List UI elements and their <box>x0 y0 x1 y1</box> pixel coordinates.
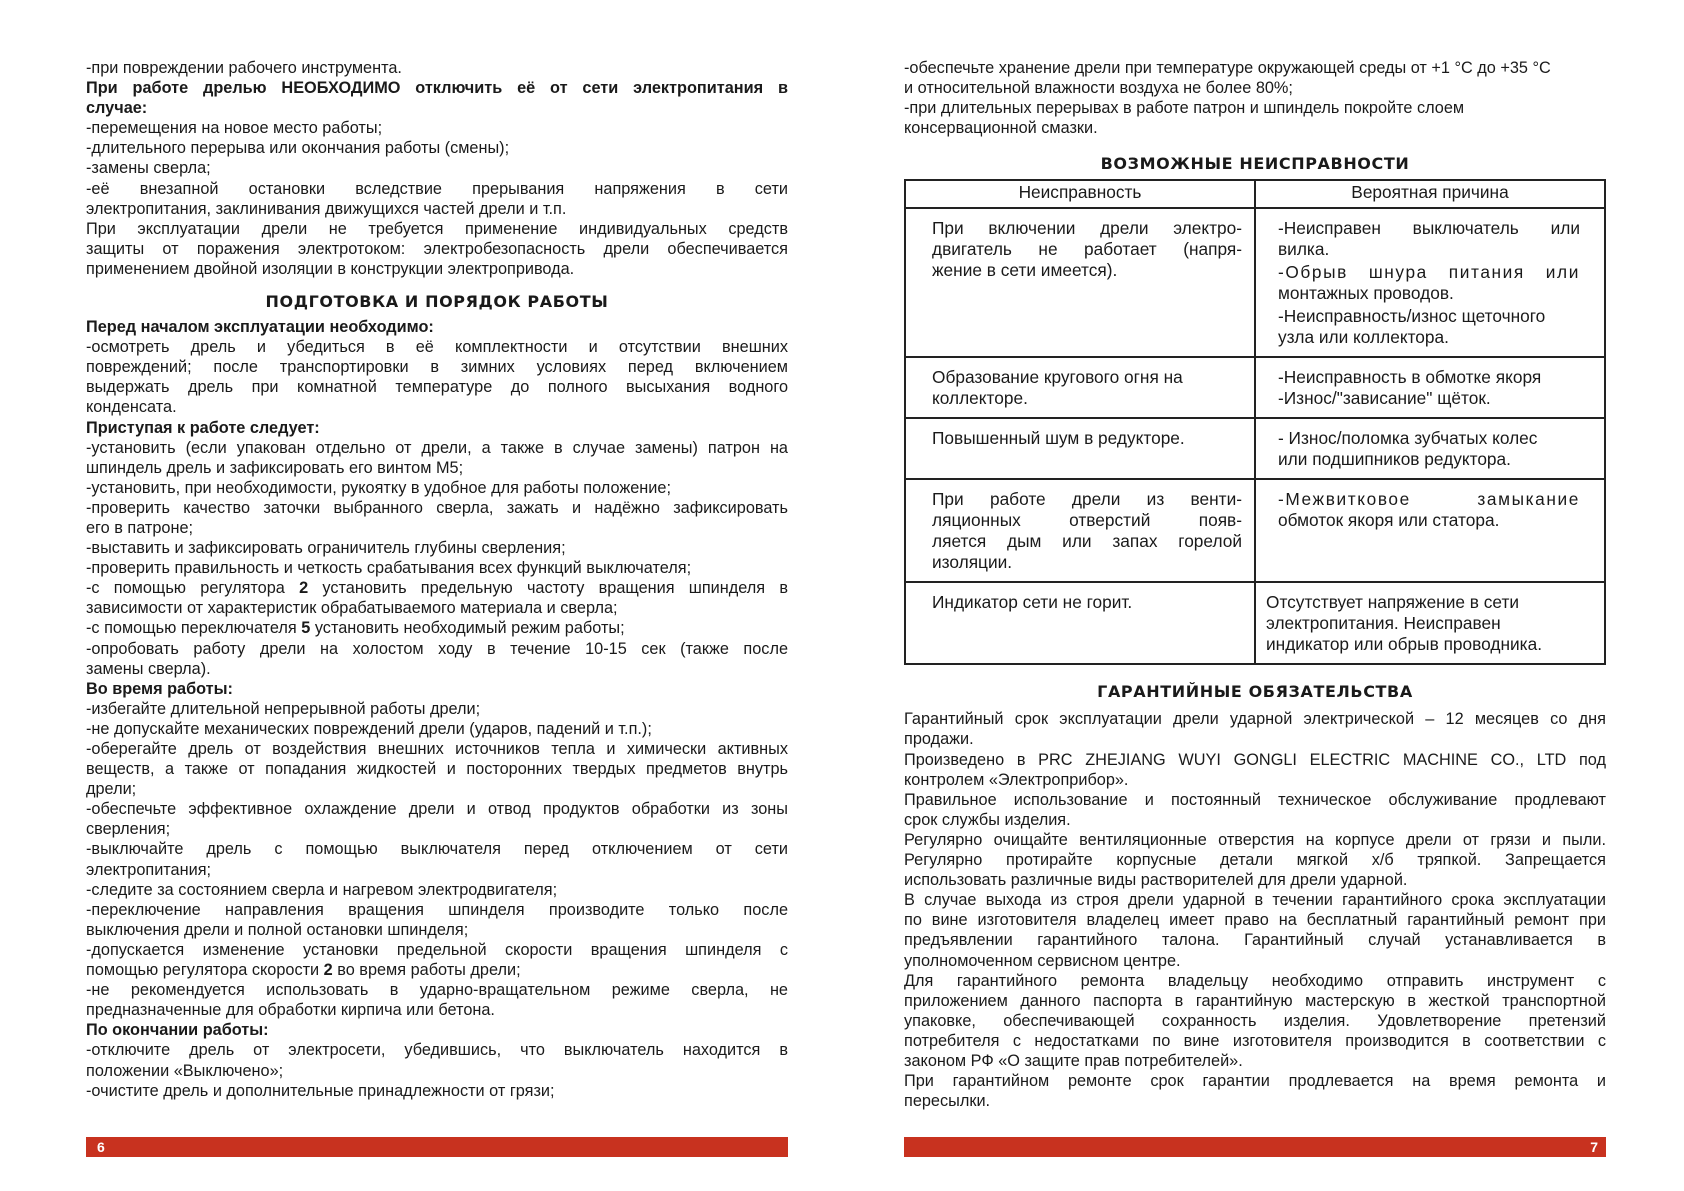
text-line: положении «Выключено»; <box>86 1061 284 1080</box>
text-line: случае: <box>86 99 148 118</box>
text-line: продажи. <box>904 730 974 749</box>
subheading: По окончании работы: <box>86 1021 269 1040</box>
text-line: -осмотреть дрель и убедиться в её комплектности и отсутствии внешних <box>86 338 788 357</box>
text-line: -длительного перерыва или окончания работы (смены); <box>86 139 510 158</box>
footer-bar-left <box>86 1137 788 1157</box>
text-line: -установить (если упакован отдельно от дрели, а также в случае замены) патрон на <box>86 438 788 457</box>
faults-heading: ВОЗМОЖНЫЕ НЕИСПРАВНОСТИ <box>1100 154 1410 174</box>
fault-cell: Индикатор сети не горит. <box>905 582 1255 664</box>
text-line: Для гарантийного ремонта владельцу необходимо отправить инструмент с <box>904 971 1606 990</box>
text-line: защиты от поражения электротоком: электробезопасность дрели обеспечивается <box>86 239 788 258</box>
text-line: -проверить правильность и четкость срабатывания всех функций выключателя; <box>86 559 692 578</box>
text-line: -проверить качество заточки выбранного сверла, зажать и надёжно зафиксировать <box>86 498 788 517</box>
cause-cell: -Межвитковое замыкание обмоток якоря или статора. <box>1255 479 1605 582</box>
text-line: законом РФ «О защите прав потребителей». <box>904 1051 1243 1070</box>
warranty-heading: ГАРАНТИЙНЫЕ ОБЯЗАТЕЛЬСТВА <box>1097 682 1413 702</box>
right-page <box>904 58 1606 1111</box>
text-line: дрели; <box>86 780 137 799</box>
text-line: -замены сверла; <box>86 159 211 178</box>
section-heading: ПОДГОТОВКА И ПОРЯДОК РАБОТЫ <box>265 292 609 312</box>
fault-cell: Повышенный шум в редукторе. <box>905 418 1255 479</box>
text-line: -её внезапной остановки вследствие прерывания напряжения в сети <box>86 179 788 198</box>
text-line: При работе дрелью НЕОБХОДИМО отключить её от сети электропитания в <box>86 79 788 98</box>
text-line: -перемещения на новое место работы; <box>86 119 383 138</box>
text-line: электропитания, заклинивания движущихся частей дрели и т.п. <box>86 199 567 218</box>
table-header-row <box>905 180 1605 208</box>
text-line: приложением данного паспорта в гарантийную мастерскую в жесткой транспортной <box>904 991 1606 1010</box>
text-line: -обеспечьте хранение дрели при температуре окружающей среды от +1 °С до +35 °С <box>904 59 1551 77</box>
text-line: потребителя с недостатками по вине изготовителя производится в соответствии с <box>904 1031 1606 1050</box>
text-line: При эксплуатации дрели не требуется применение индивидуальных средств <box>86 219 788 238</box>
text-line: -не допускайте механических повреждений дрели (ударов, падений и т.п.); <box>86 719 652 738</box>
text-line: его в патроне; <box>86 518 194 537</box>
text-line: Произведено в PRC ZHEJIANG WUYI GONGLI ELECTRIC MACHINE CO., LTD под <box>904 750 1606 769</box>
text-line: -установить, при необходимости, рукоятку в удобное для работы положение; <box>86 478 671 497</box>
text-line: сверления; <box>86 820 171 839</box>
text-line: помощью регулятора скорости 2 во время работы дрели; <box>86 961 521 980</box>
text-line: и относительной влажности воздуха не более 80%; <box>904 79 1293 98</box>
table-row <box>905 208 1605 357</box>
text-line: -следите за состоянием сверла и нагревом электродвигателя; <box>86 880 558 899</box>
text-line: конденсата. <box>86 398 177 417</box>
text-line: электропитания; <box>86 860 212 879</box>
table-row <box>905 357 1605 418</box>
text-line: предъявлении гарантийного талона. Гарантийный случай устанавливается в <box>904 931 1606 950</box>
text-line: При гарантийном ремонте срок гарантии продлевается на время ремонта и <box>904 1072 1606 1091</box>
subheading: Во время работы: <box>86 679 233 698</box>
table-row <box>905 418 1605 479</box>
speed-regulator-number: 2 <box>323 961 333 980</box>
text-line: пересылки. <box>904 1092 991 1111</box>
subheading: Приступая к работе следует: <box>86 418 320 437</box>
cause-cell: -Неисправен выключатель или вилка. -Обрыв шнура питания или монтажных проводов. -Неисправность/износ щеточного узла или коллектора. <box>1255 208 1605 357</box>
table-row <box>905 582 1605 664</box>
text-line: Регулярно очищайте вентиляционные отверстия на корпусе дрели от грязи и пыли. <box>904 830 1606 849</box>
text-line: -переключение направления вращения шпинделя производите только после <box>86 900 788 919</box>
text-line: контролем «Электроприбор». <box>904 770 1129 789</box>
text-line: шпиндель дрель и зафиксировать его винтом М5; <box>86 458 464 477</box>
text-line: -выключайте дрель с помощью выключателя перед отключением от сети <box>86 840 788 859</box>
text-line: Гарантийный срок эксплуатации дрели ударной электрической – 12 месяцев со дня <box>904 710 1606 729</box>
text-line: -с помощью регулятора 2 установить предельную частоту вращения шпинделя в <box>86 579 788 598</box>
text-line: -не рекомендуется использовать в ударно-вращательном режиме сверла, не <box>86 981 788 1000</box>
text-line: предназначенные для обработки кирпича или бетона. <box>86 1001 495 1020</box>
text-line: -при повреждении рабочего инструмента. <box>86 59 402 77</box>
cause-cell: - Износ/поломка зубчатых колес или подшипников редуктора. <box>1255 418 1605 479</box>
column-header-fault: Неисправность <box>905 180 1255 208</box>
table-row <box>905 479 1605 582</box>
fault-cell: При включении дрели электро- двигатель не работает (напря- жение в сети имеется). <box>905 208 1255 357</box>
text-line: по вине изготовителя владелец имеет право на бесплатный гарантийный ремонт при <box>904 911 1606 930</box>
footer-bar-right <box>904 1137 1606 1157</box>
text-line: упаковке, обеспечивающей сохранность изделия. Удовлетворение претензий <box>904 1011 1606 1030</box>
text-line: зависимости от характеристик обрабатываемого материала и сверла; <box>86 599 618 618</box>
text-line: выдержать дрель при комнатной температуре до полного высыхания водного <box>86 378 788 397</box>
cause-cell: Отсутствует напряжение в сети электропитания. Неисправен индикатор или обрыв проводника. <box>1255 582 1605 664</box>
faults-table <box>904 179 1606 665</box>
cause-cell: -Неисправность в обмотке якоря -Износ/"зависание" щёток. <box>1255 357 1605 418</box>
text-line: -опробовать работу дрели на холостом ходу в течение 10-15 сек (также после <box>86 639 788 658</box>
page-number: 7 <box>1590 1139 1598 1155</box>
fault-cell: Образование кругового огня на коллекторе. <box>905 357 1255 418</box>
text-line: -с помощью переключателя 5 установить необходимый режим работы; <box>86 619 625 638</box>
text-line: Регулярно протирайте корпусные детали мягкой х/б тряпкой. Запрещается <box>904 851 1606 870</box>
text-line: -обеспечьте эффективное охлаждение дрели и отвод продуктов обработки из зоны <box>86 800 788 819</box>
text-line: повреждений; после транспортировки в зимних условиях перед включением <box>86 358 788 377</box>
switch-number: 5 <box>301 619 311 638</box>
page-number: 6 <box>97 1139 105 1155</box>
regulator-number: 2 <box>299 579 309 598</box>
column-header-cause: Вероятная причина <box>1255 180 1605 208</box>
text-line: В случае выхода из строя дрели ударной в течении гарантийного срока эксплуатации <box>904 891 1606 910</box>
text-line: веществ, а также от попадания жидкостей и посторонних твердых предметов внутрь <box>86 760 788 779</box>
text-line: выключения дрели и полной остановки шпинделя; <box>86 920 469 939</box>
text-line: -отключите дрель от электросети, убедившись, что выключатель находится в <box>86 1041 788 1060</box>
text-line: замены сверла). <box>86 659 211 678</box>
text-line: консервационной смазки. <box>904 119 1098 138</box>
subheading: Перед началом эксплуатации необходимо: <box>86 318 434 337</box>
text-line: срок службы изделия. <box>904 810 1071 829</box>
text-line: применением двойной изоляции в конструкции электропривода. <box>86 259 575 278</box>
text-line: уполномоченном сервисном центре. <box>904 951 1181 970</box>
text-line: -избегайте длительной непрерывной работы дрели; <box>86 699 481 718</box>
text-line: -допускается изменение установки предельной скорости вращения шпинделя с <box>86 940 788 959</box>
fault-cell: При работе дрели из венти- ляционных отверстий появ- ляется дым или запах горелой изоляции. <box>905 479 1255 582</box>
text-line: -очистите дрель и дополнительные принадлежности от грязи; <box>86 1081 555 1100</box>
text-line: -выставить и зафиксировать ограничитель глубины сверления; <box>86 539 566 558</box>
text-line: использовать различные виды растворителей для дрели ударной. <box>904 871 1408 890</box>
text-line: -оберегайте дрель от воздействия внешних источников тепла и химически активных <box>86 740 788 758</box>
left-page <box>86 58 788 1101</box>
text-line: Правильное использование и постоянный техническое обслуживание продлевают <box>904 790 1606 809</box>
text-line: -при длительных перерывах в работе патрон и шпиндель покройте слоем <box>904 99 1465 118</box>
